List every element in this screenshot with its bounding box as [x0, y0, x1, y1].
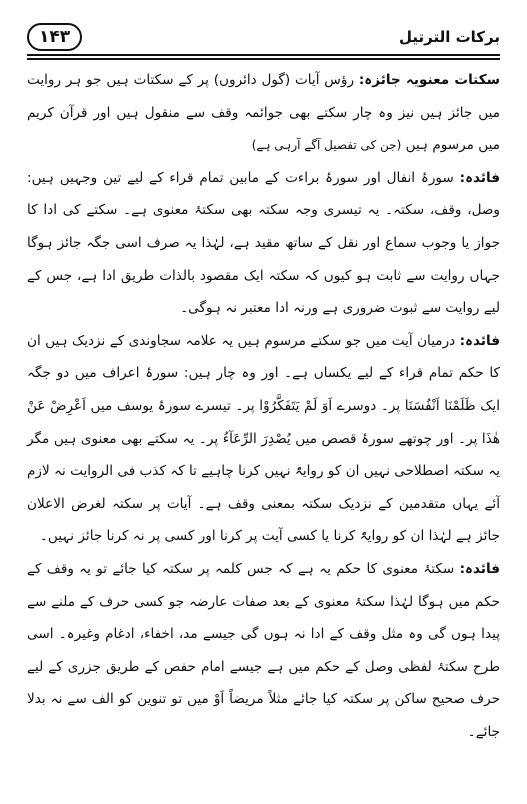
text-line: جواز یا وجوب سماع اور نقل کے ساتھ مقید ہے، لہٰذا یہ صرف اسی جگہ جائز ہوگا جہاں — [27, 234, 500, 284]
text-line: وصل کے حکم میں ہے جیسے امام حفص کے طریق جزری کے لیے حرف صحیح ساکن پر — [27, 658, 500, 708]
text-line: میں ہوگا لہٰذا سکتۂ معنوی کے بعد صفات عارضہ جو کسی حرف کے ملنے سے پیدا ہوں گی — [27, 593, 500, 643]
text-line: سکتہ کیا جائے مثلاً مریضاً اَوْ میں تو تنوین کو الف سے نہ بدلا جائے۔ — [27, 691, 500, 740]
text-line: ایک ظَلَمْنَا اَنْفُسَنَا پر۔ دوسرے اَوَ لَمْ یَتَفَکَّرُوْا پر۔ تیسرے سورۂ یوسف میں — [90, 397, 500, 414]
text-line: روایت سے ثبوت ضروری ہے ورنہ ادا معتبر نہ ہوگی۔ — [180, 300, 480, 317]
text-line: نہ لازم آئے یہاں متقدمین کے نزدیک سکتہ بمعنی وقف ہے۔ آیات پر سکتہ لغرض — [27, 463, 500, 512]
page-header — [27, 20, 500, 56]
text-line: روایت سے ثابت ہو کیوں کہ سکتہ ایک مقصود بالذات طریق ادا ہے، جس کے لیے — [27, 267, 500, 317]
section-heading: فائدہ: — [459, 560, 500, 577]
text-line: رؤس آیات (گول دائروں) پر کے — [178, 72, 355, 88]
paragraph-faida-2 — [27, 325, 500, 553]
text-line: سکتۂ معنوی کا حکم یہ ہے کہ جس کلمہ پر سکتہ کیا جائے تو یہ وقف کے حکم — [27, 560, 500, 610]
page-body — [27, 64, 500, 748]
section-heading: فائدہ: — [459, 332, 500, 349]
text-line: سورۂ انفال اور سورۂ براءت کے مابین تمام قراء کے لیے تین — [103, 169, 454, 186]
page-number: ۱۴۳ — [27, 23, 82, 51]
text-line: ہیں اور قرآن کریم میں مرسوم ہیں — [27, 104, 500, 154]
section-heading: سکتات معنویہ جائزہ: — [358, 72, 500, 88]
note: (جن کی تفصیل آگے آرہی ہے) — [251, 138, 402, 153]
text-line: الاعلان جائز ہے لہٰذا ان کو روایۃً کرنا یا کسی آیت پر کرنا اور کسی پر نہ کرنا جائز نہیں۔ — [27, 495, 500, 545]
text-line: وجہیں ہیں: وصل، وقف، سکتہ۔ یہ تیسری وجہ سکتہ بھی سکتۂ معنوی ہے۔ سکتے کی ادا کا — [27, 169, 500, 219]
header-divider — [27, 58, 500, 60]
text-line: ہیں ان کا حکم تمام قراء کے لیے یکساں ہے۔ اور وہ چار ہیں: سورۂ اعراف میں دو جگہ — [27, 332, 500, 382]
text-line: درمیان آیت میں جو سکتے مرسوم ہیں یہ علامہ سجاوندی کے نزدیک — [72, 332, 456, 349]
text-line: اَعْرِضْ عَنْ هٰذَا پر۔ اور چوتھے سورۂ قصص میں یُصْدِرَ الرِّعَآءُ پر۔ یہ سکتے بھی — [27, 397, 501, 447]
paragraph-faida-3 — [27, 553, 500, 749]
section-heading: فائدہ: — [459, 169, 501, 186]
paragraph-sakatat — [27, 64, 500, 162]
text-line: سکتات ہیں جو ہر روایت میں جائز ہیں نیز وہ چار سکتے بھی جوائمہ وقف سے منقول — [27, 72, 500, 121]
book-title: برکات الترتیل — [399, 28, 500, 46]
paragraph-faida-1 — [27, 162, 500, 325]
text-line: وہ مثل وقف کے ادا نہ ہوں گی جیسے مد، اخفاء، ادغام وغیرہ۔ اسی طرح سکتۂ لفظی — [27, 626, 501, 675]
text-line: معنوی ہیں مگر یہ سکتہ اصطلاحی نہیں ان کو روایۃً نہیں کرنا چاہیے تا کہ کذب فی الروایت — [27, 430, 500, 480]
